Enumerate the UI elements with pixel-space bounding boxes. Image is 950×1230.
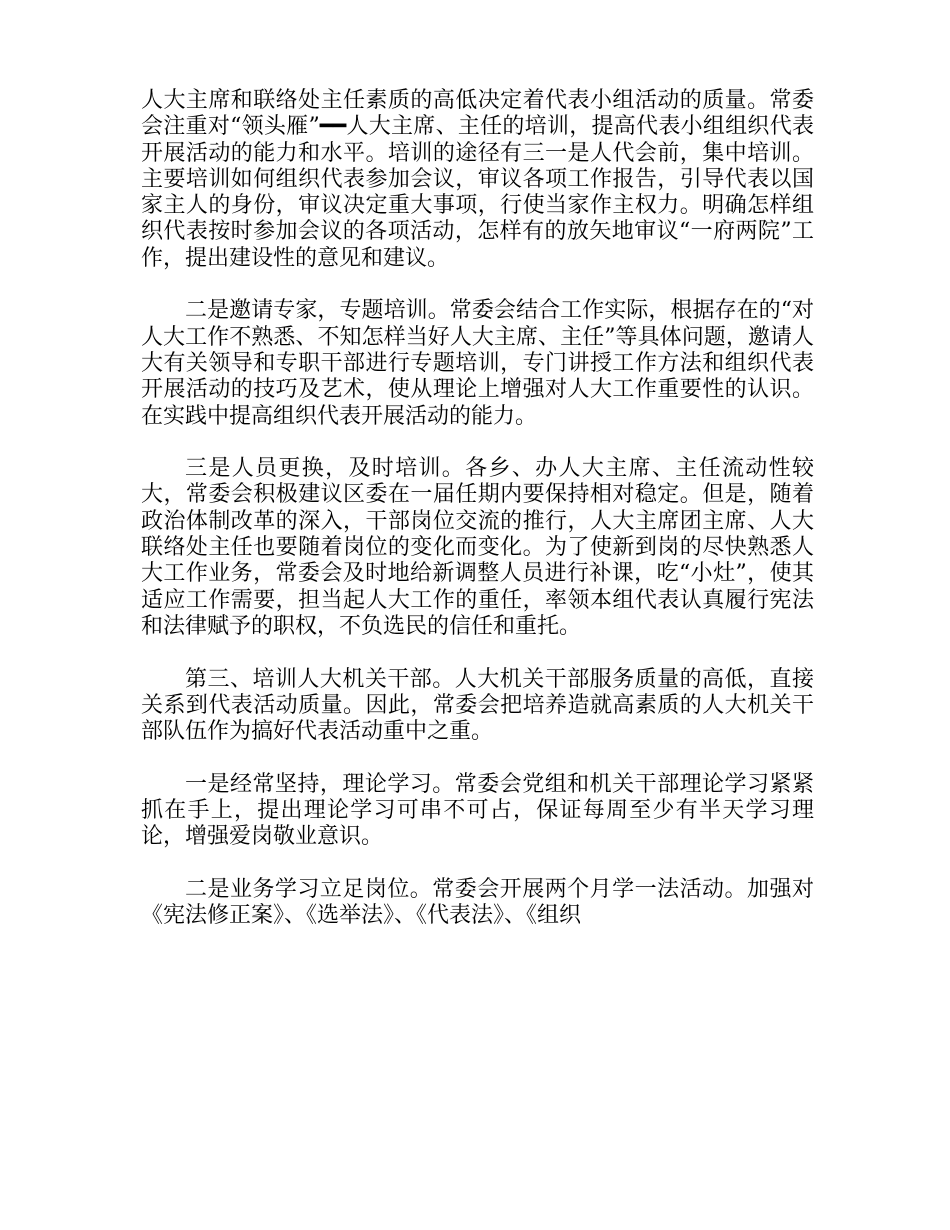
paragraph-5: 一是经常坚持，理论学习。常委会党组和机关干部理论学习紧紧抓在手上，提出理论学习可串不可占，保证每周至少有半天学习理论，增强爱岗敬业意识。 <box>141 771 814 850</box>
paragraph-1: 人大主席和联络处主任素质的高低决定着代表小组活动的质量。常委会注重对“领头雁”━━人大主席、主任的培训，提高代表小组组织代表开展活动的能力和水平。培训的途径有三一是人代会前，集中培训。主要培训如何组织代表参加会议，审议各项工作报告，引导代表以国家主人的身份，审议决定重大事项，行使当家作主权力。明确怎样组织代表按时参加会议的各项活动，怎样有的放矢地审议“一府两院”工作，提出建设性的意见和建议。 <box>141 88 814 271</box>
paragraph-3: 三是人员更换，及时培训。各乡、办人大主席、主任流动性较大，常委会积极建议区委在一届任期内要保持相对稳定。但是，随着政治体制改革的深入，干部岗位交流的推行，人大主席团主席、人大联络处主任也要随着岗位的变化而变化。为了使新到岗的尽快熟悉人大工作业务，常委会及时地给新调整人员进行补课，吃“小灶”，使其适应工作需要，担当起人大工作的重任，率领本组代表认真履行宪法和法律赋予的职权，不负选民的信任和重托。 <box>141 456 814 639</box>
paragraph-2: 二是邀请专家，专题培训。常委会结合工作实际，根据存在的“对人大工作不熟悉、不知怎样当好人大主席、主任”等具体问题，邀请人大有关领导和专职干部进行专题培训，专门讲授工作方法和组织代表开展活动的技巧及艺术，使从理论上增强对人大工作重要性的认识。在实践中提高组织代表开展活动的能力。 <box>141 298 814 429</box>
document-body <box>141 88 814 930</box>
paragraph-4: 第三、培训人大机关干部。人大机关干部服务质量的高低，直接关系到代表活动质量。因此，常委会把培养造就高素质的人大机关干部队伍作为搞好代表活动重中之重。 <box>141 666 814 745</box>
paragraph-6: 二是业务学习立足岗位。常委会开展两个月学一法活动。加强对《宪法修正案》、《选举法》、《代表法》、《组织 <box>141 876 814 929</box>
